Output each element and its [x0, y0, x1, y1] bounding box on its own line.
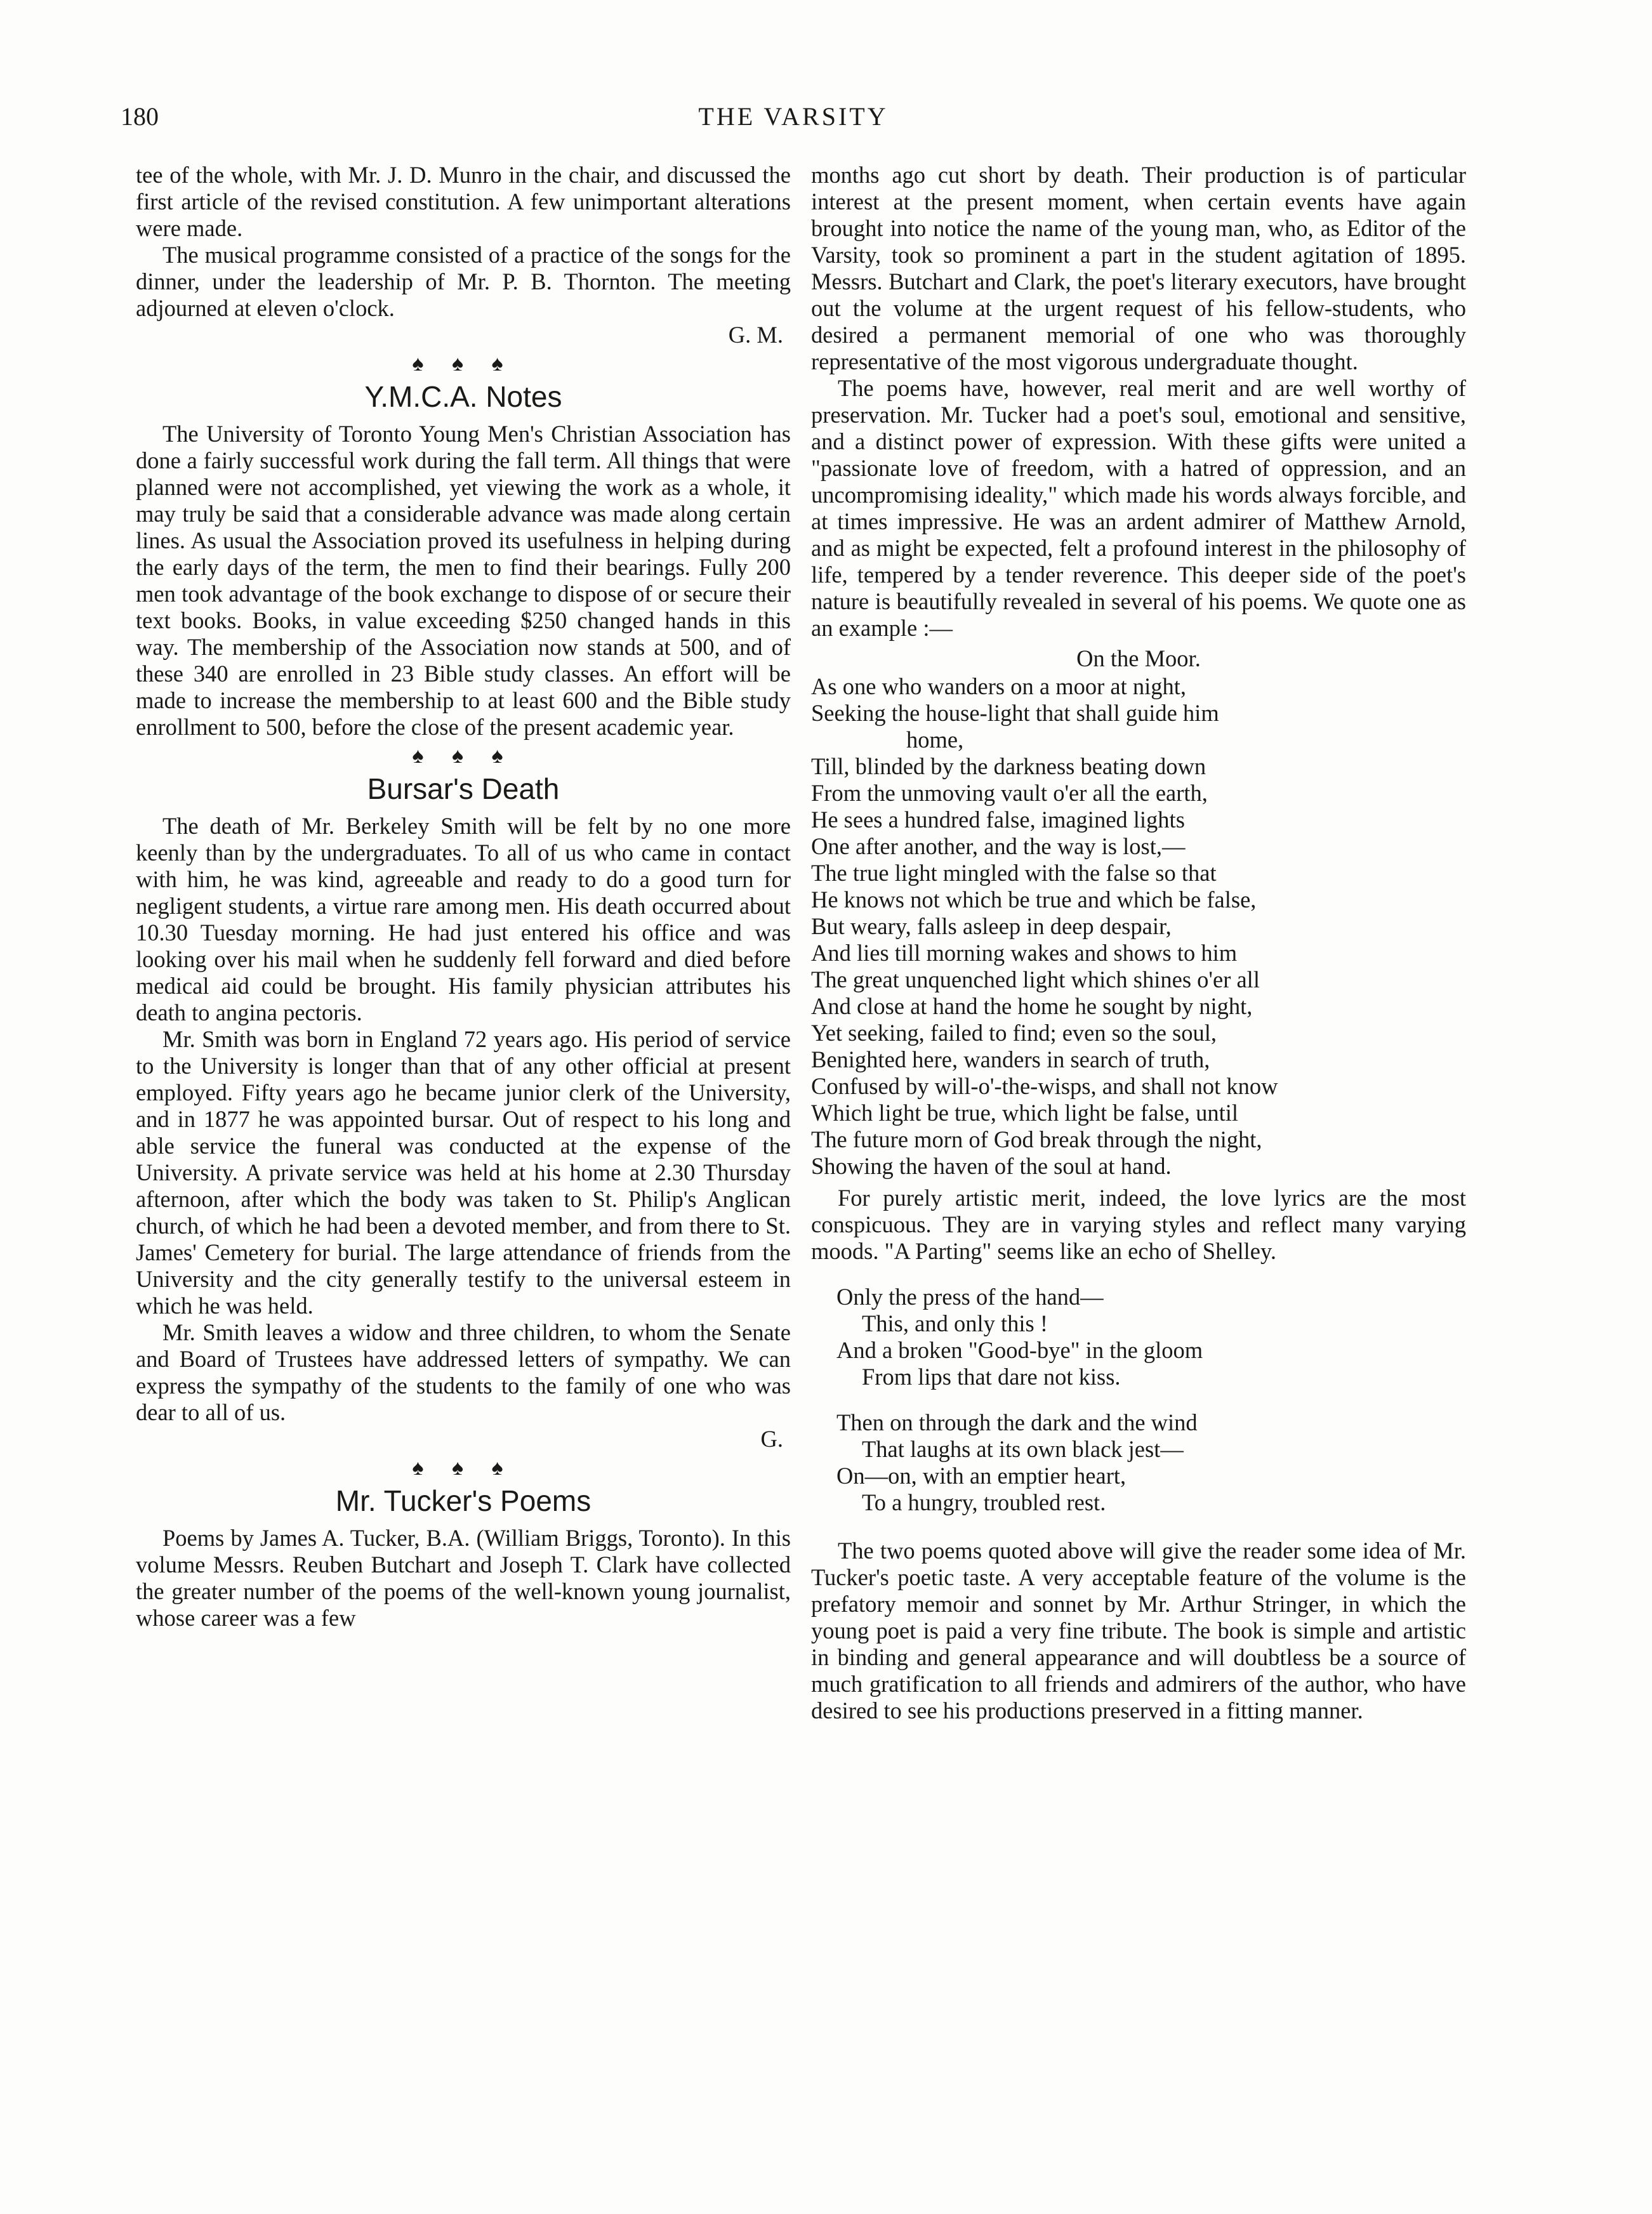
right-column — [811, 162, 1466, 1724]
poem-line: One after another, and the way is lost,— — [811, 833, 1186, 859]
intro-paragraph-1: tee of the whole, with Mr. J. D. Munro in the chair, and discussed the first article of the revised constitution. A few unimportant alterations were made. — [136, 162, 791, 241]
poem-line: home, — [906, 727, 964, 753]
poem-line: Yet seeking, failed to find; even so the soul, — [811, 1020, 1217, 1046]
poem-line: And lies till morning wakes and shows to him — [811, 940, 1238, 966]
tucker-paragraph: Poems by James A. Tucker, B.A. (William Briggs, Toronto). In this volume Messrs. Reuben Butchart and Joseph T. Clark have collected the greater number of the poems of the well-known young journalist, whose career was a few — [136, 1525, 791, 1631]
poem-line: And close at hand the home he sought by night, — [811, 993, 1253, 1019]
poem-title: On the Moor. — [1076, 645, 1201, 671]
left-column — [136, 162, 791, 1631]
poem-line: As one who wanders on a moor at night, — [811, 673, 1186, 699]
intro-paragraph-2: The musical programme consisted of a practice of the songs for the dinner, under the leadership of Mr. P. B. Thornton. The meeting adjourned at eleven o'clock. — [136, 242, 791, 321]
poem-line: And a broken "Good-bye" in the gloom — [836, 1337, 1203, 1363]
poem-line: Confused by will-o'-the-wisps, and shall not know — [811, 1073, 1278, 1099]
bursar-signature: G. — [760, 1426, 783, 1452]
tucker-heading: Mr. Tucker's Poems — [335, 1484, 591, 1517]
bursar-paragraph-2: Mr. Smith was born in England 72 years ago. His period of service to the University is longer than that of any other official at present employed. Fifty years ago he became junior clerk of the University, and in 1877 he was appointed bursar. Out of respect to his long and able service the funeral was conducted at the expense of the University. A private service was held at his home at 2.30 Thursday afternoon, after which the body was taken to St. Philip's Anglican church, of which he had been a devoted member, and from there to St. James' Cemetery for burial. The large attendance of friends from the University and the city generally testify to the universal esteem in which he was held. — [136, 1026, 791, 1319]
review-paragraph-3: For purely artistic merit, indeed, the love lyrics are the most conspicuous. They are in varying styles and reflect many varying moods. "A Parting" seems like an echo of Shelley. — [811, 1185, 1466, 1264]
poem-line: To a hungry, troubled rest. — [862, 1489, 1106, 1515]
poem-line: On—on, with an emptier heart, — [836, 1463, 1127, 1489]
poem-line: From the unmoving vault o'er all the earth, — [811, 780, 1208, 806]
poem-line: Only the press of the hand— — [836, 1284, 1104, 1310]
poem-on-the-moor — [811, 673, 1466, 1180]
page-header — [121, 102, 1466, 152]
poem-line: He sees a hundred false, imagined lights — [811, 807, 1185, 833]
poem-line: Then on through the dark and the wind — [836, 1409, 1198, 1435]
bursar-heading: Bursar's Death — [367, 772, 560, 805]
poem-line: Benighted here, wanders in search of truth, — [811, 1046, 1210, 1072]
poem-line: Which light be true, which light be false, until — [811, 1100, 1239, 1126]
poem-a-parting-stanza-1 — [836, 1284, 1466, 1390]
poem-line: The future morn of God break through the night, — [811, 1126, 1262, 1152]
poem-line: This, and only this ! — [862, 1310, 1048, 1336]
section-ornament: ♠ ♠ ♠ — [412, 352, 515, 376]
poem-line: He knows not which be true and which be false, — [811, 886, 1257, 913]
ymca-paragraph: The University of Toronto Young Men's Christian Association has done a fairly successful work during the fall term. All things that were planned were not accomplished, yet viewing the work as a whole, it may truly be said that a considerable advance was made along certain lines. As usual the Association proved its usefulness in helping during the early days of the term, the men to find their bearings. Fully 200 men took advantage of the book exchange to dispose of or secure their text books. Books, in value exceeding $250 changed hands in this way. The membership of the Association now stands at 500, and of these 340 are enrolled in 23 Bible study classes. An effort will be made to increase the membership to at least 600 and the Bible study enrollment to 500, before the close of the present academic year. — [136, 421, 791, 740]
poem-line: Seeking the house-light that shall guide him — [811, 700, 1219, 726]
review-paragraph-2: The poems have, however, real merit and are well worthy of preservation. Mr. Tucker had a poet's soul, emotional and sensitive, and a distinct power of expression. With these gifts were united a "passionate love of freedom, with a hatred of oppression, and an uncompromising ideality," which made his words always forcible, and at times impressive. He was an ardent admirer of Matthew Arnold, and as might be expected, felt a profound interest in the philosophy of life, tempered by a tender reverence. This deeper side of the poet's nature is beautifully revealed in several of his poems. We quote one as an example :— — [811, 375, 1466, 641]
ymca-heading: Y.M.C.A. Notes — [364, 380, 562, 413]
poem-line: Till, blinded by the darkness beating down — [811, 753, 1206, 779]
closing-paragraph: The two poems quoted above will give the reader some idea of Mr. Tucker's poetic taste. A very acceptable feature of the volume is the prefatory memoir and sonnet by Mr. Arthur Stringer, in which the young poet is paid a very fine tribute. The book is simple and artistic in binding and general appearance and will doubtless be a source of much gratification to all friends and admirers of the author, who have desired to see his productions preserved in a fitting manner. — [811, 1538, 1466, 1723]
poem-line: That laughs at its own black jest— — [862, 1436, 1184, 1462]
section-ornament: ♠ ♠ ♠ — [412, 744, 515, 768]
intro-signature: G. M. — [728, 322, 783, 348]
poem-a-parting-stanza-2 — [836, 1409, 1466, 1516]
running-head: THE VARSITY — [698, 102, 889, 131]
bursar-paragraph-3: Mr. Smith leaves a widow and three children, to whom the Senate and Board of Trustees have addressed letters of sympathy. We can express the sympathy of the students to the family of one who was dear to all of us. — [136, 1319, 791, 1425]
poem-line: But weary, falls asleep in deep despair, — [811, 913, 1172, 939]
review-paragraph-1: months ago cut short by death. Their production is of particular interest at the present moment, when certain events have again brought into notice the name of the young man, who, as Editor of the Varsity, took so prominent a part in the student agitation of 1895. Messrs. Butchart and Clark, the poet's literary executors, have brought out the volume at the urgent request of his fellow-students, who desired a permanent memorial of one who was thoroughly representative of the most vigorous undergraduate thought. — [811, 162, 1466, 374]
bursar-paragraph-1: The death of Mr. Berkeley Smith will be felt by no one more keenly than by the undergraduates. To all of us who came in contact with him, he was kind, agreeable and ready to do a good turn for negligent students, a virtue rare among men. His death occurred about 10.30 Tuesday morning. He had just entered his office and was looking over his mail when he suddenly fell forward and died before medical aid could be brought. His family physician attributes his death to angina pectoris. — [136, 813, 791, 1025]
poem-line: The true light mingled with the false so that — [811, 860, 1217, 886]
poem-line: The great unquenched light which shines o'er all — [811, 966, 1260, 992]
page-number: 180 — [121, 102, 159, 131]
section-ornament: ♠ ♠ ♠ — [412, 1456, 515, 1480]
poem-line: Showing the haven of the soul at hand. — [811, 1153, 1172, 1179]
poem-line: From lips that dare not kiss. — [862, 1364, 1121, 1390]
